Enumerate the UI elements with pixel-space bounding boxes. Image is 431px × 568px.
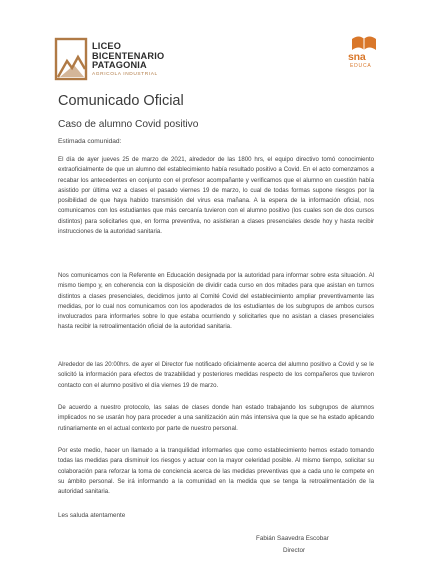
school-tagline: AGRICOLA INDUSTRIAL — [92, 71, 158, 77]
mountain-logo-icon — [54, 37, 88, 81]
paragraph: Nos comunicamos con la Referente en Educación designada por la autoridad para informar sobre esta situación. Al mismo tiempo y, en coherencia con la disposición de dividir cada curso en dos mitades para que asistan en turnos distintos a clases presenciales, decidimos junto al Comité Covid del establecimiento ampliar preventivamente las medidas, por lo cual nos comunicamos con los apoderados de los estudiantes de los subgrupos de ambos cursos involucrados para informarles sobre lo que estaba ocurriendo y solicitarles que no asistan a clases presenciales hasta recibir la retroalimentación oficial de la autoridad sanitaria. — [58, 272, 374, 331]
school-logo — [54, 37, 204, 81]
educa-text: EDUCA — [350, 63, 372, 69]
signature-name: Fabián Saavedra Escobar — [256, 535, 329, 542]
closing-salutation: Les saluda atentamente — [58, 512, 126, 519]
greeting: Estimada comunidad: — [58, 138, 122, 145]
school-name-line1: LICEO — [92, 41, 122, 51]
book-logo-icon — [349, 33, 379, 51]
document-title: Comunicado Oficial — [58, 93, 184, 109]
document-subtitle: Caso de alumno Covid positivo — [58, 119, 199, 130]
paragraph: De acuerdo a nuestro protocolo, las salas de clases donde han estado trabajando los subgrupos de alumnos implicados no se usarán hoy para proceder a una sanitización aún más intensiva que la que se ha estado aplicando rutinariamente en el actual contexto por parte de nuestro personal. — [58, 404, 374, 432]
signature-role: Director — [283, 547, 306, 554]
paragraph: Alrededor de las 20:00hrs. de ayer el Director fue notificado oficialmente acerca del alumno positivo a Covid y se le solicitó la información para efectos de trazabilidad y posteriores medidas respecto de los compañeros que tuvieron contacto con el alumno positivo el día viernes 19 de marzo. — [58, 361, 374, 389]
school-name-line2: BICENTENARIO — [92, 50, 165, 61]
sna-brand-text: sna — [348, 51, 366, 63]
paragraph: Por este medio, hacer un llamado a la tranquilidad informarles que como establecimiento hemos estado tomando todas las medidas para disminuir los riesgos y actuar con la mayor celeridad posible. Al mismo tiempo, solicitar su colaboración para reforzar la toma de conciencia acerca de las medidas preventivas que a cada uno le compete en su ámbito personal. Se irá informando a la comunidad en la medida que se tenga la retroalimentación de la autoridad sanitaria. — [58, 447, 374, 496]
sna-educa-logo — [347, 33, 381, 69]
school-name-line3: PATAGONIA — [92, 60, 147, 70]
paragraph: El día de ayer jueves 25 de marzo de 2021, alrededor de las 1800 hrs, el equipo directivo tomó conocimiento extraoficialmente de que un alumno del establecimiento había resultado positivo a Covid. En el acto comenzamos a recabar los antecedentes en conjunto con el profesor acompañante y verificamos que el alumno en cuestión había asistido por última vez a clases el pasado viernes 19 de marzo, lo cual de todas formas supone riesgos por la posibilidad de que haya habido transmisión del virus esa mañana. A la espera de la información oficial, nos comunicamos con los estudiantes que más cercanía tuvieron con el alumno positivo (los cuales son de dos cursos distintos) para solicitarles que, en forma preventiva, no asistieran a clases presenciales desde hoy y hasta recibir instrucciones de la autoridad sanitaria. — [58, 156, 374, 236]
